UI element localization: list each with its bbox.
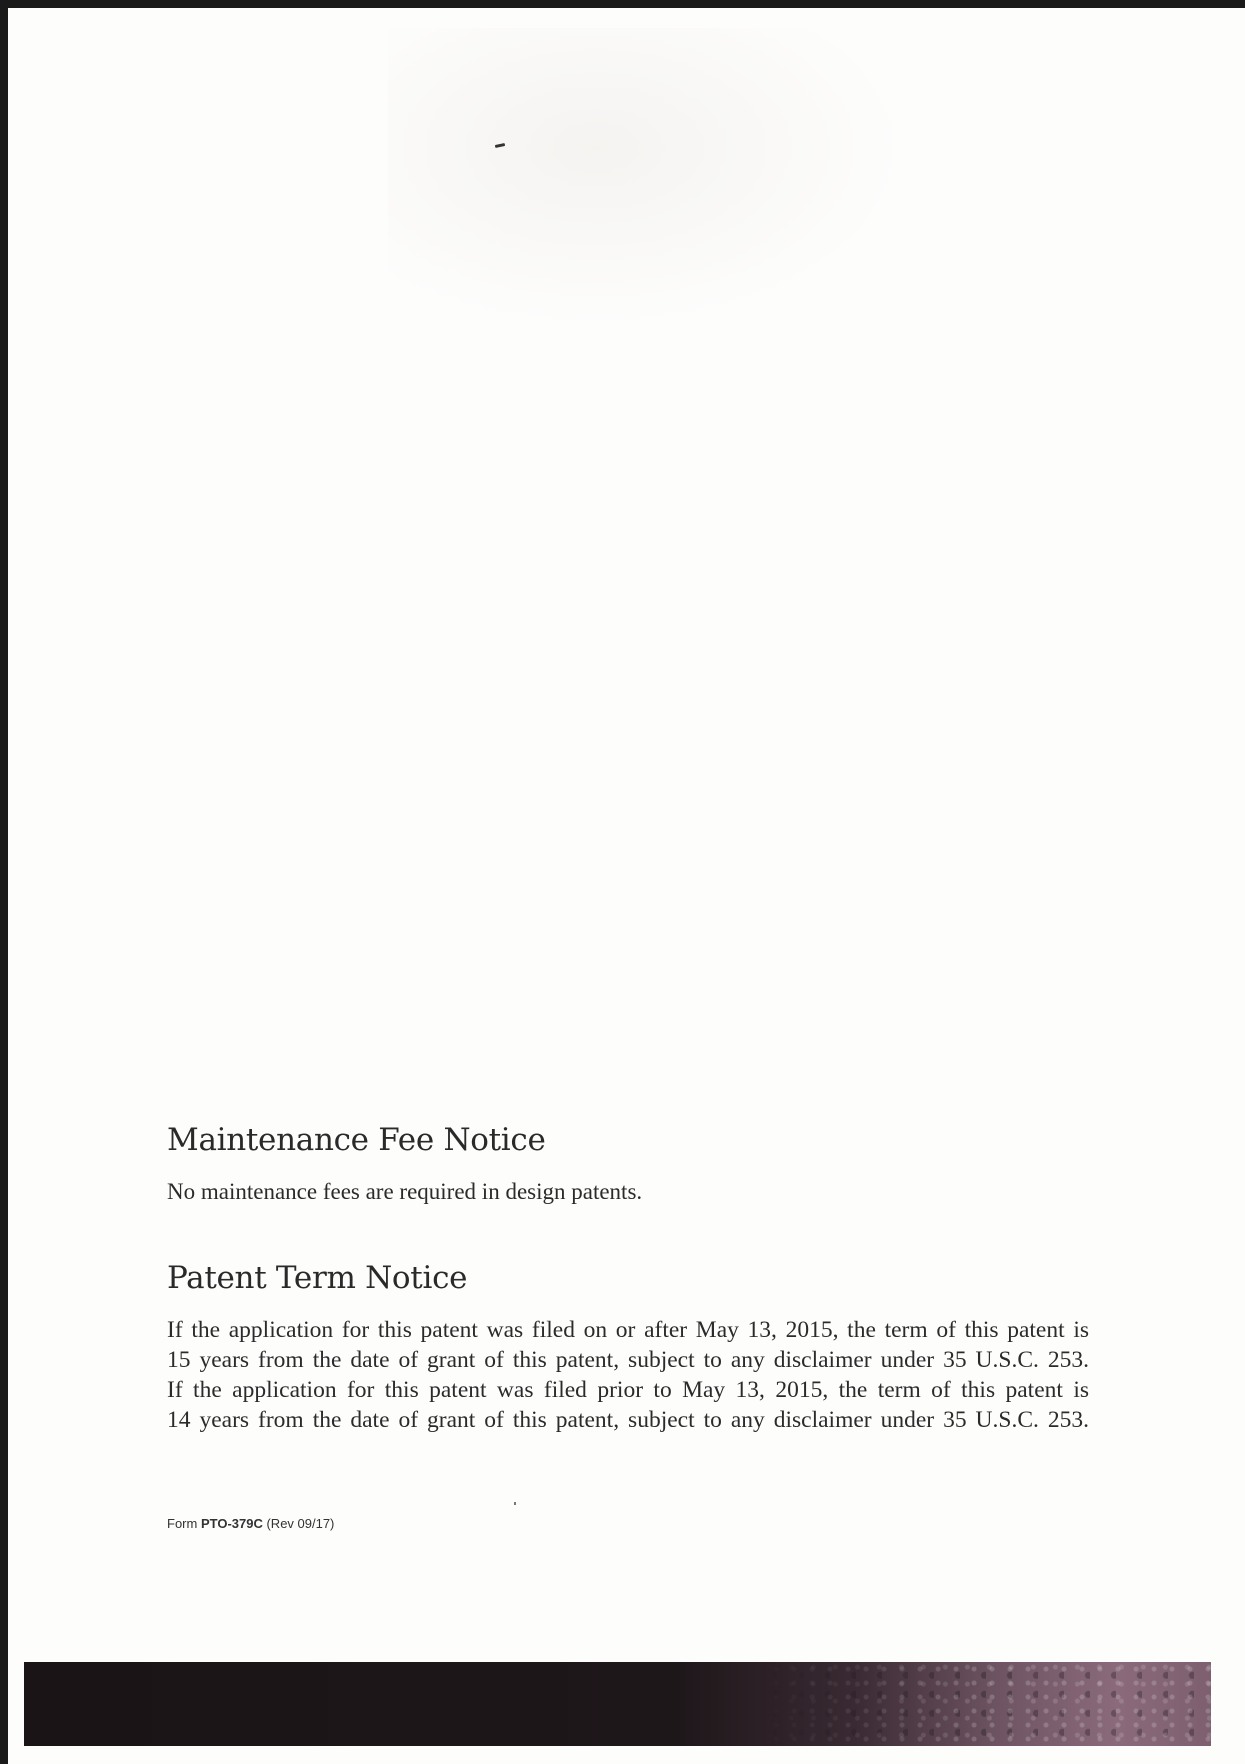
patent-term-line: 14 years from the date of grant of this patent, subject to any disclaimer under 35 U.S.C. 253. <box>167 1407 1089 1433</box>
patent-term-line: If the application for this patent was filed prior to May 13, 2015, the term of this patent is <box>167 1377 1089 1403</box>
patent-term-line: 15 years from the date of grant of this patent, subject to any disclaimer under 35 U.S.C. 253. <box>167 1347 1089 1373</box>
patent-term-paragraph <box>167 1315 1089 1435</box>
form-number-footer <box>167 1516 334 1531</box>
maintenance-fee-text: No maintenance fees are required in design patents. <box>167 1179 643 1204</box>
scan-smudge <box>388 28 908 328</box>
bottom-band-texture <box>24 1662 1211 1746</box>
maintenance-fee-heading: Maintenance Fee Notice <box>167 1122 546 1158</box>
form-revision: (Rev 09/17) <box>262 1516 335 1531</box>
form-prefix: Form <box>167 1516 201 1531</box>
form-number: PTO-379C <box>200 1516 263 1531</box>
scan-speck <box>514 1502 516 1505</box>
patent-term-heading: Patent Term Notice <box>167 1260 468 1296</box>
patent-term-line: If the application for this patent was filed on or after May 13, 2015, the term of this patent is <box>167 1317 1089 1343</box>
document-page <box>8 8 1245 1764</box>
